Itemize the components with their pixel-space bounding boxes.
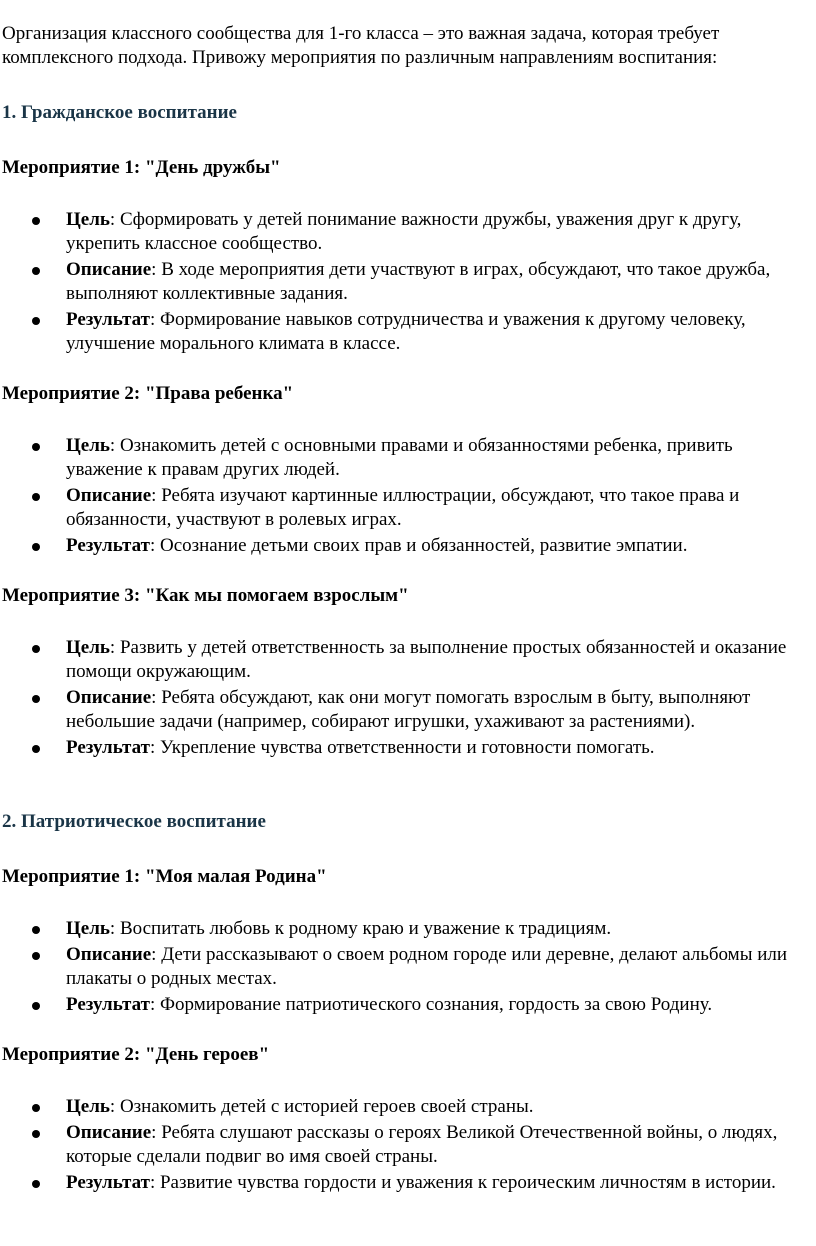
item-term: Описание	[66, 944, 152, 965]
item-text: : В ходе мероприятия дети участвуют в играх, обсуждают, что такое дружба, выполняют коллективные задания.	[66, 259, 771, 304]
section-spacer	[2, 786, 810, 810]
item-term: Цель	[66, 435, 110, 456]
item-term: Результат	[66, 994, 150, 1015]
list-item	[66, 1171, 810, 1195]
item-text: : Дети рассказывают о своем родном городе или деревне, делают альбомы или плакаты о родных местах.	[66, 944, 788, 989]
event-details-list	[2, 636, 810, 760]
item-term: Описание	[66, 1122, 152, 1143]
item-text: : Развить у детей ответственность за выполнение простых обязанностей и оказание помощи окружающим.	[66, 637, 787, 682]
list-item	[66, 993, 810, 1017]
list-item	[66, 308, 810, 356]
list-item	[66, 1121, 810, 1169]
list-item	[66, 736, 810, 760]
event-details-list	[2, 434, 810, 558]
list-item	[66, 208, 810, 256]
item-text: : Укрепление чувства ответственности и готовности помогать.	[149, 737, 655, 758]
section-title: 1. Гражданское воспитание	[2, 102, 237, 123]
item-term: Цель	[66, 918, 110, 939]
event-title: Мероприятие 1: "День дружбы"	[2, 157, 281, 178]
event-title: Мероприятие 1: "Моя малая Родина"	[2, 866, 327, 887]
item-term: Результат	[66, 309, 150, 330]
item-text: : Ребята обсуждают, как они могут помогать взрослым в быту, выполняют небольшие задачи (например, собирают игрушки, ухаживают за растениями).	[66, 687, 751, 732]
item-term: Результат	[66, 1172, 150, 1193]
event-title: Мероприятие 2: "День героев"	[2, 1044, 270, 1065]
intro-paragraph: Организация классного сообщества для 1-го класса – это важная задача, которая требует комплексного подхода. Привожу мероприятия по различным направлениям воспитания:	[2, 23, 720, 68]
list-item	[66, 686, 810, 734]
event-title: Мероприятие 3: "Как мы помогаем взрослым"	[2, 585, 409, 606]
item-term: Цель	[66, 637, 110, 658]
item-term: Цель	[66, 1096, 110, 1117]
item-text: : Формирование патриотического сознания, гордость за свою Родину.	[149, 994, 713, 1015]
event-details-list	[2, 1095, 810, 1195]
event-title: Мероприятие 2: "Права ребенка"	[2, 383, 294, 404]
item-term: Описание	[66, 485, 152, 506]
list-item	[66, 434, 810, 482]
section-title: 2. Патриотическое воспитание	[2, 811, 266, 832]
list-item	[66, 534, 810, 558]
item-text: : Осознание детьми своих прав и обязанностей, развитие эмпатии.	[149, 535, 688, 556]
list-item	[66, 258, 810, 306]
item-text: : Ознакомить детей с основными правами и обязанностями ребенка, привить уважение к правам других людей.	[66, 435, 733, 480]
item-text: : Воспитать любовь к родному краю и уважение к традициям.	[109, 918, 612, 939]
item-text: : Ребята слушают рассказы о героях Великой Отечественной войны, о людях, которые сделали подвиг во имя своей страны.	[66, 1122, 778, 1167]
list-item	[66, 1095, 810, 1119]
item-text: : Ребята изучают картинные иллюстрации, обсуждают, что такое права и обязанности, участвуют в ролевых играх.	[66, 485, 740, 530]
item-term: Результат	[66, 737, 150, 758]
item-term: Результат	[66, 535, 150, 556]
list-item	[66, 917, 810, 941]
item-term: Цель	[66, 209, 110, 230]
item-text: : Формирование навыков сотрудничества и уважения к другому человеку, улучшение морального климата в классе.	[66, 309, 746, 354]
list-item	[66, 636, 810, 684]
item-term: Описание	[66, 259, 152, 280]
item-text: : Развитие чувства гордости и уважения к героическим личностям в истории.	[149, 1172, 776, 1193]
event-details-list	[2, 917, 810, 1017]
item-text: : Сформировать у детей понимание важности дружбы, уважения друг к другу, укрепить классное сообщество.	[66, 209, 742, 254]
event-details-list	[2, 208, 810, 356]
item-text: : Ознакомить детей с историей героев своей страны.	[109, 1096, 534, 1117]
list-item	[66, 484, 810, 532]
list-item	[66, 943, 810, 991]
item-term: Описание	[66, 687, 152, 708]
